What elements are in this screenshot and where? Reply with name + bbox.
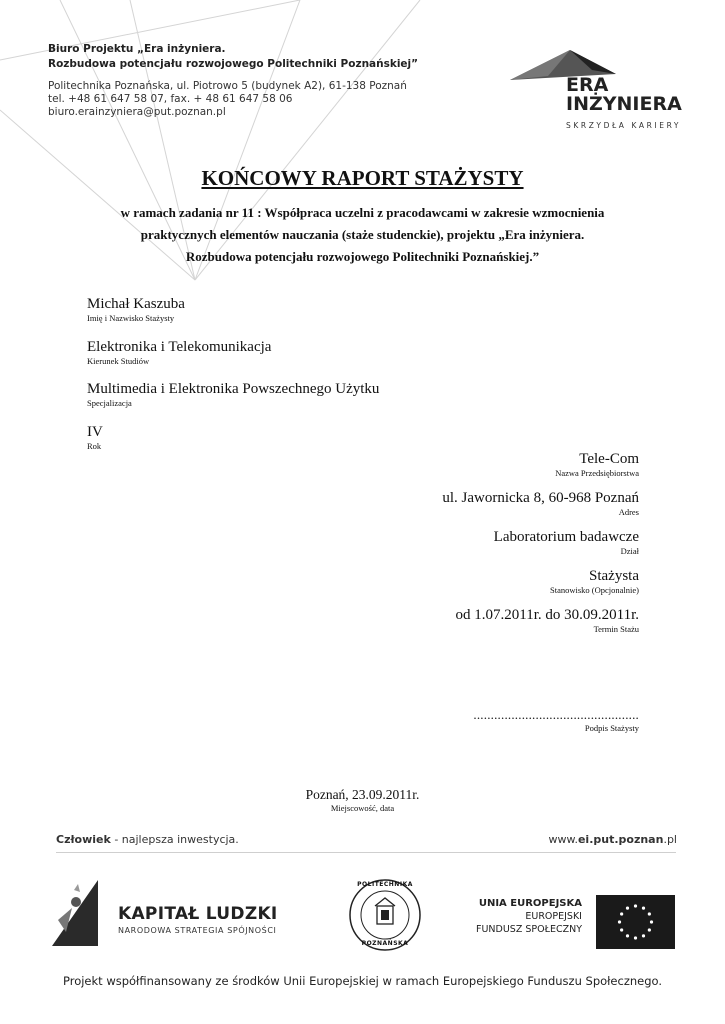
- address-value: ul. Jawornicka 8, 60-968 Poznań: [442, 490, 639, 506]
- website-suffix: .pl: [663, 833, 677, 846]
- eu-flag: [596, 895, 675, 949]
- specialization-value: Multimedia i Elektronika Powszechnego Użytku: [87, 381, 380, 397]
- position-value: Stażysta: [589, 568, 639, 584]
- logo-inzyniera-text: INŻYNIERA: [566, 93, 682, 115]
- logo-tagline: SKRZYDŁA KARIERY: [566, 121, 682, 130]
- website-domain: ei.put.poznan: [577, 833, 664, 846]
- company-value: Tele-Com: [579, 451, 639, 467]
- department-value: Laboratorium badawcze: [493, 529, 639, 545]
- address-caption: Adres: [618, 507, 639, 517]
- eu-star-icon: [642, 934, 645, 937]
- eu-union-label: UNIA EUROPEJSKA: [478, 898, 582, 909]
- signature-caption: Podpis Stażysty: [584, 723, 639, 733]
- eu-stars-icon: [596, 895, 675, 949]
- eu-star-icon: [618, 920, 621, 923]
- eu-star-icon: [620, 912, 623, 915]
- eu-star-icon: [642, 907, 645, 910]
- eu-star-icon: [650, 920, 653, 923]
- place-date-value: Poznań, 23.09.2011r.: [305, 787, 420, 802]
- eu-star-icon: [620, 928, 623, 931]
- position-field: [550, 568, 639, 596]
- eu-star-icon: [626, 934, 629, 937]
- politechnika-seal: [348, 878, 422, 952]
- specialization-field: [87, 381, 379, 409]
- field-of-study-field: [87, 339, 271, 367]
- header-email: biuro.erainzyniera@put.poznan.pl: [48, 106, 226, 118]
- cofinancing-note: Projekt współfinansowany ze środków Unii Europejskiej w ramach Europejskiego Funduszu Społecznego.: [62, 974, 663, 988]
- field-of-study-value: Elektronika i Telekomunikacja: [87, 339, 272, 355]
- header-project-line1: Biuro Projektu „Era inżyniera.: [48, 43, 226, 55]
- eu-star-icon: [648, 928, 651, 931]
- internship-period-field: [456, 607, 639, 635]
- eu-star-icon: [648, 912, 651, 915]
- department-field: [494, 529, 639, 557]
- kapital-ludzki-subtitle: NARODOWA STRATEGIA SPÓJNOŚCI: [118, 926, 277, 935]
- eu-star-icon: [634, 936, 637, 939]
- footer-slogan-bold: Człowiek: [56, 833, 111, 846]
- specialization-caption: Specjalizacja: [87, 398, 132, 408]
- internship-period-caption: Termin Stażu: [593, 624, 639, 634]
- intern-name-caption: Imię i Nazwisko Stażysty: [87, 313, 175, 323]
- position-caption: Stanowisko (Opcjonalnie): [550, 585, 639, 595]
- department-caption: Dział: [620, 546, 639, 556]
- year-value: IV: [87, 424, 103, 440]
- header-project-line2: Rozbudowa potencjału rozwojowego Politechniki Poznańskiej”: [48, 58, 419, 70]
- footer-divider: [56, 852, 676, 853]
- website-prefix: www.: [548, 833, 578, 846]
- header-block: [48, 42, 418, 119]
- company-field: [555, 451, 639, 479]
- eu-star-icon: [626, 907, 629, 910]
- header-phone: tel. +48 61 647 58 07, fax. + 48 61 647 58 06: [48, 93, 293, 105]
- intro-paragraph: w ramach zadania nr 11 : Współpraca uczelni z pracodawcami w zakresie wzmocnienia praktycznych elementów nauczania (staże studenckie), projektu „Era inżyniera. Rozbudowa potencjału rozwojowego Politechniki Poznańskiej.”: [120, 205, 605, 264]
- intern-name-value: Michał Kaszuba: [87, 296, 185, 312]
- signature-field: [473, 706, 639, 734]
- eu-text-block: [476, 897, 582, 936]
- year-caption: Rok: [87, 441, 102, 451]
- footer-slogan-rest: - najlepsza inwestycja.: [110, 833, 239, 846]
- address-field: [442, 490, 639, 518]
- internship-period-value: od 1.07.2011r. do 30.09.2011r.: [455, 607, 639, 623]
- kapital-ludzki-logo: [52, 880, 312, 950]
- era-inzyniera-logo: [508, 46, 683, 136]
- kapital-ludzki-title: KAPITAŁ LUDZKI: [118, 904, 278, 924]
- place-date-field: [0, 786, 725, 814]
- eu-fund-line1: EUROPEJSKI: [525, 911, 582, 922]
- intern-name-field: [87, 296, 185, 324]
- company-caption: Nazwa Przedsiębiorstwa: [555, 468, 639, 478]
- seal-bottom-text: POZNAŃSKA: [361, 940, 409, 947]
- field-of-study-caption: Kierunek Studiów: [87, 356, 150, 366]
- eu-star-icon: [634, 904, 637, 907]
- place-date-caption: Miejscowość, data: [330, 803, 395, 813]
- header-address: Politechnika Poznańska, ul. Piotrowo 5 (budynek A2), 61-138 Poznań: [48, 80, 407, 92]
- year-field: [87, 424, 103, 452]
- page-title: KOŃCOWY RAPORT STAŻYSTY: [201, 166, 524, 190]
- footer-website[interactable]: [548, 833, 677, 846]
- logo-era-text: ERA: [566, 74, 609, 96]
- eu-fund-line2: FUNDUSZ SPOŁECZNY: [476, 924, 582, 935]
- footer-slogan: [56, 833, 239, 846]
- seal-top-text: POLITECHNIKA: [357, 881, 413, 888]
- kapital-ludzki-emblem-icon: [52, 880, 102, 946]
- signature-line: ................................................: [473, 707, 639, 722]
